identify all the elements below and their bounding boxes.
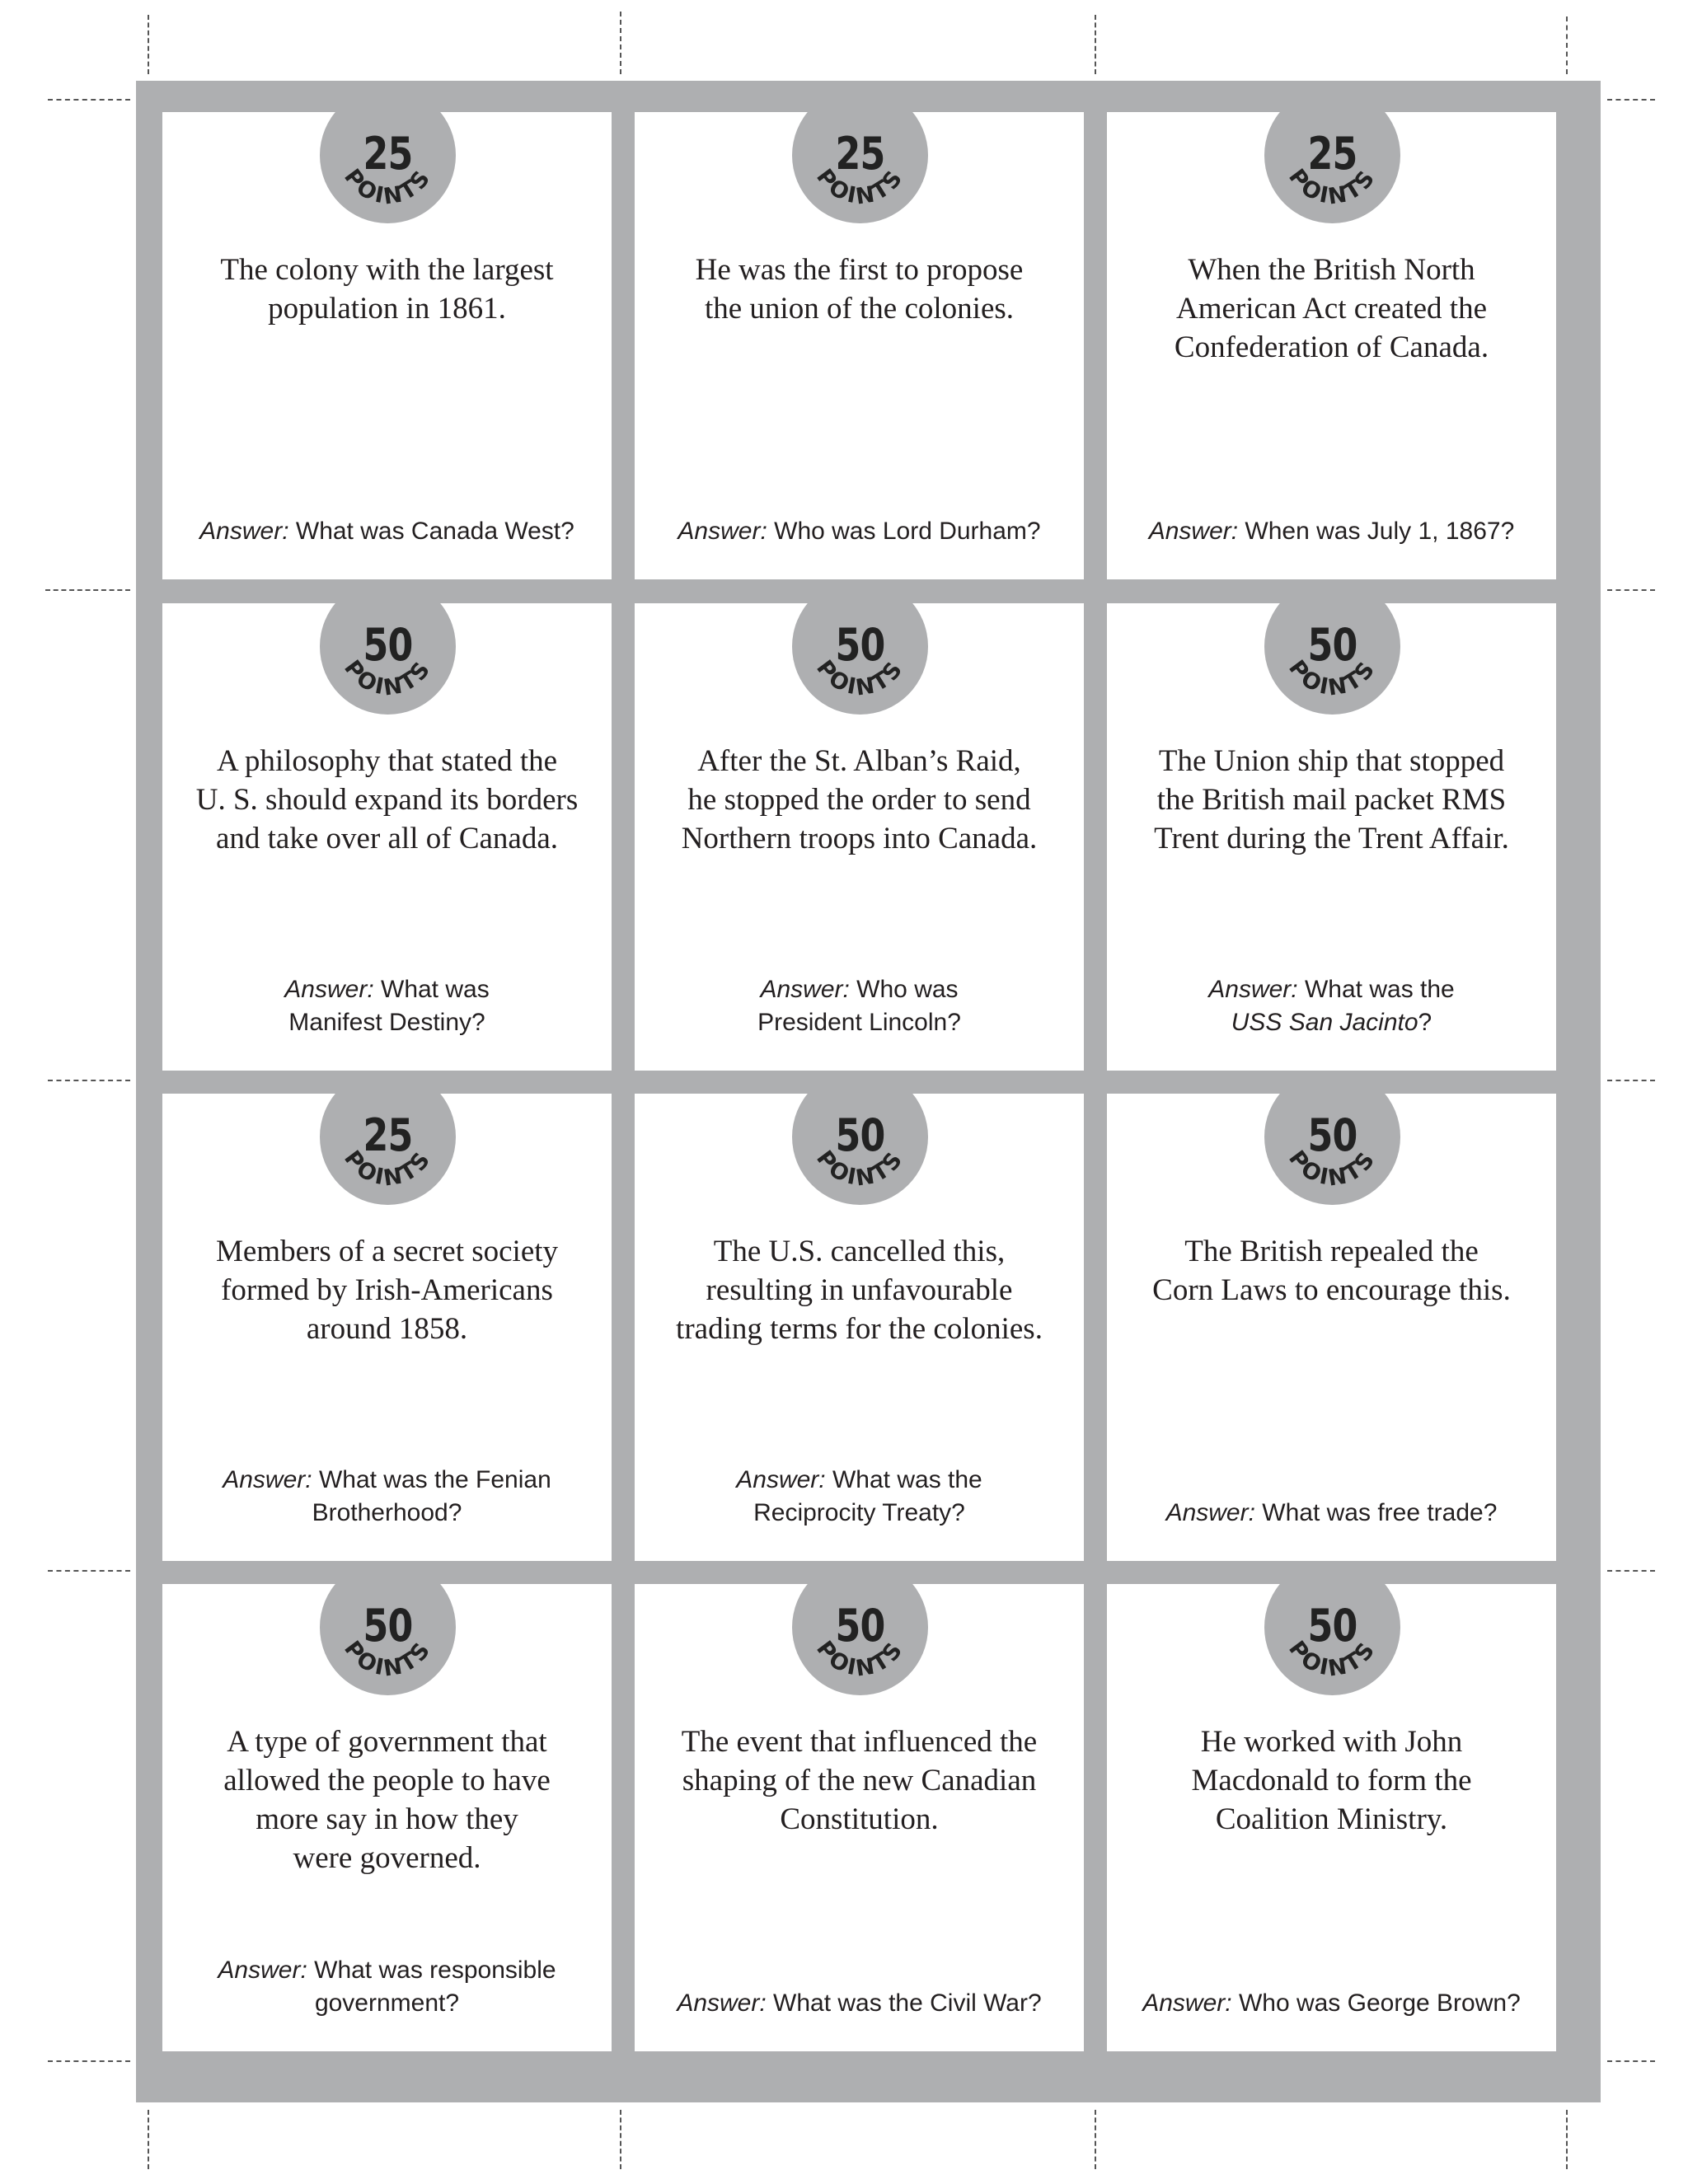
points-value: 50 bbox=[363, 1600, 413, 1652]
cut-mark bbox=[48, 99, 130, 101]
points-label bbox=[1264, 603, 1400, 715]
cut-mark bbox=[620, 12, 621, 74]
answer-value: What was Canada West? bbox=[295, 518, 574, 545]
answer-text bbox=[1115, 1497, 1548, 1530]
question-text: A philosophy that stated the U. S. should expand its borders and take over all of Canada. bbox=[195, 744, 579, 855]
svg-text:POINTS: POINTS bbox=[1283, 1636, 1381, 1682]
answer-text bbox=[643, 1987, 1076, 2020]
answer-value: What was the USS San Jacinto? bbox=[1231, 976, 1455, 1036]
quiz-card bbox=[1107, 603, 1556, 1071]
answer-text bbox=[1115, 1987, 1548, 2020]
points-badge bbox=[792, 1094, 928, 1205]
points-label bbox=[320, 1584, 456, 1695]
quiz-card bbox=[1107, 1094, 1556, 1561]
svg-text:POINTS: POINTS bbox=[811, 1636, 909, 1682]
cut-mark bbox=[48, 2060, 130, 2062]
quiz-card bbox=[162, 603, 612, 1071]
question-text: The Union ship that stopped the British mail packet RMS Trent during the Trent Affair. bbox=[1154, 744, 1509, 855]
answer-lead: Answer: bbox=[218, 1957, 307, 1984]
cut-mark bbox=[1095, 2110, 1096, 2169]
question-text: Members of a secret society formed by Irish-Americans around 1858. bbox=[215, 1235, 559, 1346]
quiz-card bbox=[162, 112, 612, 579]
quiz-card bbox=[162, 1094, 612, 1561]
quiz-card bbox=[635, 1094, 1084, 1561]
points-label bbox=[320, 603, 456, 715]
points-value: 25 bbox=[363, 128, 413, 180]
svg-text:POINTS: POINTS bbox=[339, 164, 437, 210]
cut-mark bbox=[1095, 15, 1096, 74]
answer-value: Who was Lord Durham? bbox=[774, 518, 1041, 545]
answer-text bbox=[1115, 515, 1548, 548]
points-label bbox=[320, 112, 456, 223]
answer-value: What was the Civil War? bbox=[773, 1990, 1042, 2017]
points-value: 50 bbox=[363, 619, 413, 671]
points-value: 50 bbox=[1307, 1109, 1357, 1161]
svg-text:POINTS: POINTS bbox=[339, 1636, 437, 1682]
answer-text bbox=[171, 1464, 603, 1530]
answer-text bbox=[171, 515, 603, 548]
answer-value: What was responsible government? bbox=[314, 1957, 556, 2017]
answer-lead: Answer: bbox=[760, 976, 850, 1003]
cut-mark bbox=[1607, 2060, 1655, 2062]
answer-value: What was free trade? bbox=[1262, 1499, 1498, 1526]
cut-mark bbox=[45, 589, 130, 591]
points-badge bbox=[1264, 112, 1400, 223]
answer-value: Who was George Brown? bbox=[1238, 1990, 1521, 2017]
points-badge bbox=[1264, 1094, 1400, 1205]
points-badge bbox=[320, 1094, 456, 1205]
points-badge bbox=[320, 1584, 456, 1695]
points-badge bbox=[1264, 1584, 1400, 1695]
cut-mark bbox=[1607, 1570, 1655, 1572]
quiz-card bbox=[1107, 112, 1556, 579]
points-value: 50 bbox=[1307, 619, 1357, 671]
points-label bbox=[792, 603, 928, 715]
points-label bbox=[1264, 112, 1400, 223]
cut-mark bbox=[1566, 2110, 1568, 2169]
quiz-card bbox=[162, 1584, 612, 2051]
card-sheet bbox=[136, 81, 1601, 2102]
question-text: He was the first to propose the union of the colonies. bbox=[695, 253, 1024, 326]
answer-lead: Answer: bbox=[678, 518, 767, 545]
answer-text bbox=[1115, 973, 1548, 1039]
points-badge bbox=[792, 1584, 928, 1695]
answer-lead: Answer: bbox=[1142, 1990, 1232, 2017]
svg-text:POINTS: POINTS bbox=[339, 655, 437, 701]
answer-lead: Answer: bbox=[1165, 1499, 1255, 1526]
points-label bbox=[792, 112, 928, 223]
svg-text:POINTS: POINTS bbox=[811, 164, 909, 210]
cut-mark bbox=[1566, 16, 1568, 74]
question-text: The event that influenced the shaping of the new Canadian Constitution. bbox=[681, 1725, 1038, 1836]
answer-lead: Answer: bbox=[736, 1466, 826, 1493]
answer-lead: Answer: bbox=[1208, 976, 1298, 1003]
answer-lead: Answer: bbox=[1148, 518, 1239, 545]
quiz-card bbox=[1107, 1584, 1556, 2051]
points-label bbox=[1264, 1094, 1400, 1205]
answer-lead: Answer: bbox=[677, 1990, 767, 2017]
cut-mark bbox=[620, 2110, 621, 2169]
question-text: When the British North American Act created the Confederation of Canada. bbox=[1174, 253, 1489, 364]
points-label bbox=[320, 1094, 456, 1205]
points-value: 50 bbox=[835, 619, 885, 671]
answer-lead: Answer: bbox=[199, 518, 289, 545]
answer-italic: USS San Jacinto bbox=[1231, 1009, 1418, 1036]
points-badge bbox=[320, 603, 456, 715]
points-badge bbox=[320, 112, 456, 223]
answer-text bbox=[643, 1464, 1076, 1530]
quiz-card bbox=[635, 1584, 1084, 2051]
points-value: 50 bbox=[1307, 1600, 1357, 1652]
quiz-card bbox=[635, 112, 1084, 579]
cut-mark bbox=[1607, 1080, 1655, 1081]
points-value: 25 bbox=[363, 1109, 413, 1161]
svg-text:POINTS: POINTS bbox=[1283, 655, 1381, 701]
quiz-card bbox=[635, 603, 1084, 1071]
cut-mark bbox=[48, 1570, 130, 1572]
cut-mark bbox=[48, 1080, 130, 1081]
answer-text bbox=[171, 1954, 603, 2020]
points-badge bbox=[792, 112, 928, 223]
answer-text bbox=[643, 515, 1076, 548]
cut-mark bbox=[1607, 589, 1655, 591]
points-badge bbox=[1264, 603, 1400, 715]
answer-text bbox=[171, 973, 603, 1039]
points-value: 25 bbox=[1307, 128, 1357, 180]
cut-mark bbox=[1607, 99, 1655, 101]
points-value: 50 bbox=[835, 1600, 885, 1652]
question-text: A type of government that allowed the people to have more say in how they were governed. bbox=[223, 1725, 551, 1875]
answer-value: What was the Fenian Brotherhood? bbox=[312, 1466, 551, 1526]
question-text: The British repealed the Corn Laws to encourage this. bbox=[1152, 1235, 1511, 1307]
svg-text:POINTS: POINTS bbox=[1283, 164, 1381, 210]
points-label bbox=[792, 1094, 928, 1205]
svg-text:POINTS: POINTS bbox=[1283, 1146, 1381, 1192]
question-text: After the St. Alban’s Raid, he stopped the order to send Northern troops into Canada. bbox=[681, 744, 1038, 855]
question-text: The U.S. cancelled this, resulting in unfavourable trading terms for the colonies. bbox=[676, 1235, 1043, 1346]
answer-lead: Answer: bbox=[223, 1466, 312, 1493]
points-badge bbox=[792, 603, 928, 715]
svg-text:POINTS: POINTS bbox=[339, 1146, 437, 1192]
answer-text bbox=[643, 973, 1076, 1039]
question-text: The colony with the largest population in 1861. bbox=[220, 253, 554, 326]
answer-value: What was Manifest Destiny? bbox=[288, 976, 490, 1036]
cut-mark bbox=[148, 2110, 149, 2169]
points-label bbox=[1264, 1584, 1400, 1695]
cut-mark bbox=[148, 15, 149, 74]
svg-text:POINTS: POINTS bbox=[811, 1146, 909, 1192]
points-value: 25 bbox=[835, 128, 885, 180]
points-value: 50 bbox=[835, 1109, 885, 1161]
points-label bbox=[792, 1584, 928, 1695]
answer-value: When was July 1, 1867? bbox=[1245, 518, 1515, 545]
answer-value: What was the Reciprocity Treaty? bbox=[753, 1466, 982, 1526]
answer-lead: Answer: bbox=[284, 976, 374, 1003]
svg-text:POINTS: POINTS bbox=[811, 655, 909, 701]
answer-value: Who was President Lincoln? bbox=[757, 976, 961, 1036]
question-text: He worked with John Macdonald to form the Coalition Ministry. bbox=[1191, 1725, 1472, 1836]
